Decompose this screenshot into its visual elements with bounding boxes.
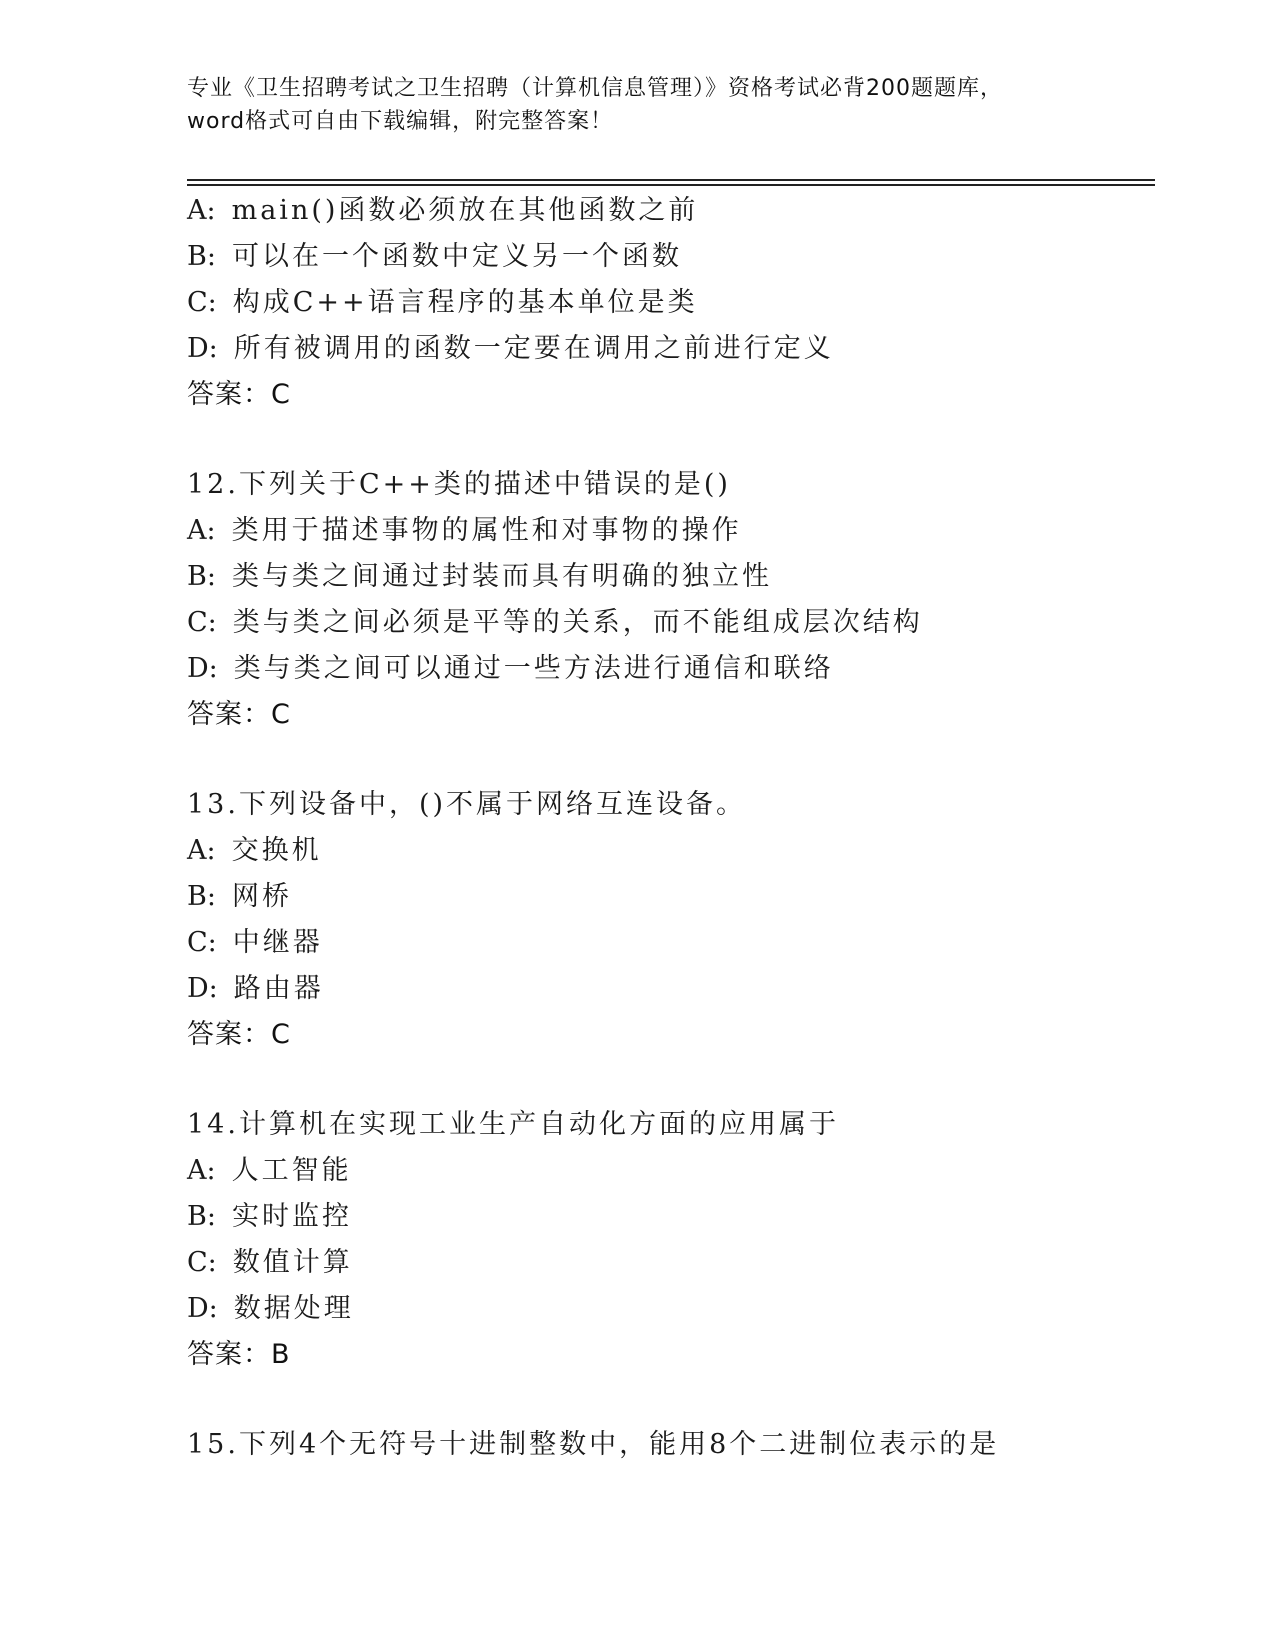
option-d [187,326,1155,372]
header-line-2: word格式可自由下载编辑，附完整答案！ [187,109,614,134]
option-a [187,828,1155,874]
document-header [187,72,1087,138]
answer-line: 答案：B [187,1339,291,1370]
question-text: 13.下列设备中，()不属于网络互连设备。 [187,789,747,820]
question-text: 12.下列关于C++类的描述中错误的是() [187,469,731,500]
option-text: 类与类之间必须是平等的关系，而不能组成层次结构 [232,607,923,638]
question-text: 14.计算机在实现工业生产自动化方面的应用属于 [187,1109,839,1140]
option-key: A: [187,515,216,546]
option-text: 交换机 [231,835,322,866]
option-key: D: [187,333,218,364]
option-text: 类用于描述事物的属性和对事物的操作 [231,515,742,546]
option-b [187,874,1155,920]
option-text: 可以在一个函数中定义另一个函数 [231,241,682,272]
option-text: 类与类之间通过封装而具有明确的独立性 [231,561,772,592]
option-b [187,234,1155,280]
option-text: 中继器 [232,927,323,958]
option-c [187,280,1155,326]
question-text: 15.下列4个无符号十进制整数中，能用8个二进制位表示的是 [187,1429,1000,1460]
option-c [187,1240,1155,1286]
option-key: C: [187,607,217,638]
option-text: 路由器 [233,973,324,1004]
option-text: 类与类之间可以通过一些方法进行通信和联络 [233,653,834,684]
question-14 [187,1102,1155,1378]
option-key: D: [187,1293,218,1324]
option-key: C: [187,287,217,318]
option-text: 数值计算 [232,1247,353,1278]
question-fragment [187,188,1155,418]
option-key: B: [187,1201,216,1232]
answer-line: 答案：C [187,379,291,410]
option-text: 实时监控 [231,1201,352,1232]
option-key: B: [187,561,216,592]
header-line-1: 专业《卫生招聘考试之卫生招聘（计算机信息管理）》资格考试必背200题题库， [187,76,1003,101]
option-a [187,508,1155,554]
option-c [187,600,1155,646]
option-c [187,920,1155,966]
option-b [187,1194,1155,1240]
option-text: 网桥 [231,881,292,912]
option-key: D: [187,973,218,1004]
option-key: B: [187,241,216,272]
option-text: main()函数必须放在其他函数之前 [231,195,699,226]
option-b [187,554,1155,600]
question-15 [187,1422,1155,1468]
header-divider-bottom [187,184,1155,186]
option-d [187,966,1155,1012]
option-text: 所有被调用的函数一定要在调用之前进行定义 [233,333,834,364]
option-key: D: [187,653,218,684]
option-key: B: [187,881,216,912]
option-text: 数据处理 [233,1293,354,1324]
option-key: A: [187,195,216,226]
option-a [187,1148,1155,1194]
option-text: 人工智能 [231,1155,352,1186]
option-key: A: [187,835,216,866]
option-text: 构成C++语言程序的基本单位是类 [232,287,698,318]
answer-line: 答案：C [187,1019,291,1050]
option-d [187,1286,1155,1332]
option-d [187,646,1155,692]
question-12 [187,462,1155,738]
question-list [187,188,1155,1468]
answer-line: 答案：C [187,699,291,730]
header-divider-top [187,179,1155,181]
option-key: A: [187,1155,216,1186]
option-a [187,188,1155,234]
option-key: C: [187,1247,217,1278]
option-key: C: [187,927,217,958]
question-13 [187,782,1155,1058]
